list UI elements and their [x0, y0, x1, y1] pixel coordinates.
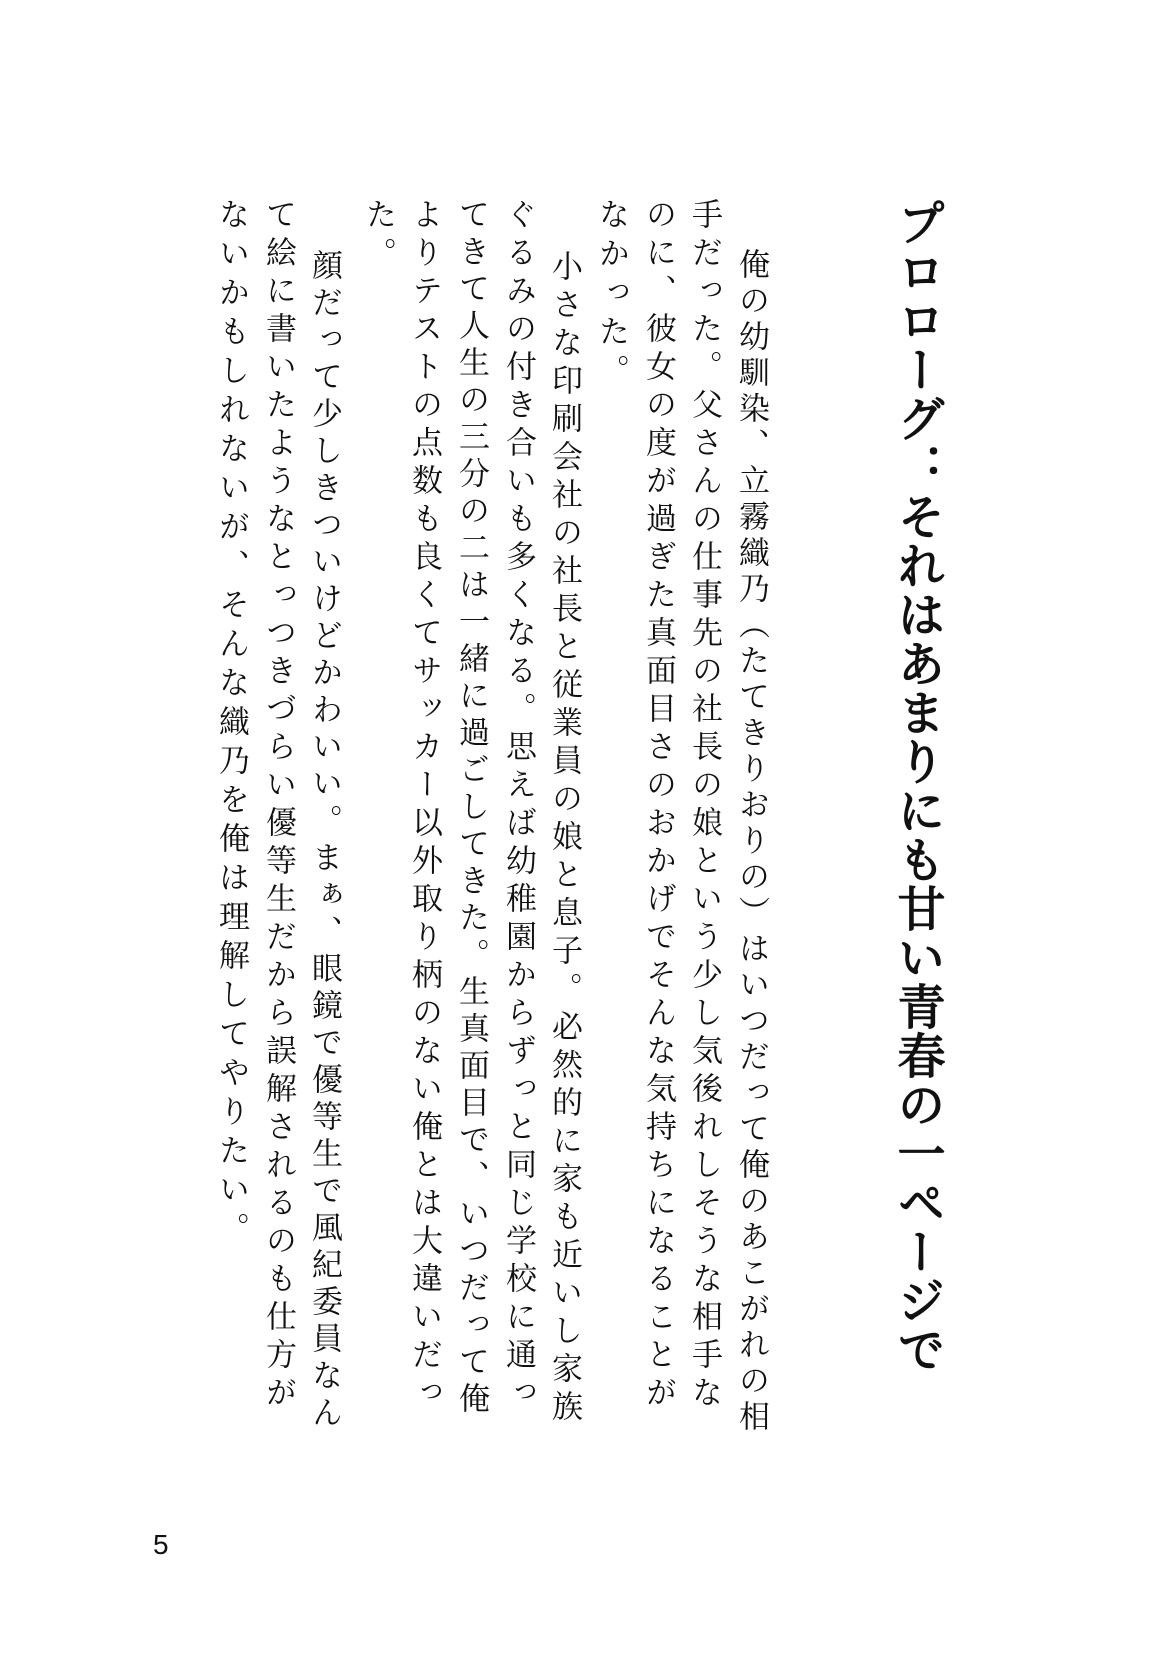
chapter-title: プロローグ：それはあまりにも甘い青春の一ページで	[889, 198, 945, 1374]
body-line: なかった。	[593, 198, 629, 393]
body-line: ないかもしれないが、そんな織乃を俺は理解してやりたい。	[213, 198, 249, 1251]
body-line: よりテストの点数も良くてサッカー以外取り柄のない俺とは大違いだっ	[406, 198, 442, 1414]
body-line: 顔だって少しきついけどかわいい。まぁ、眼鏡で優等生で風紀委員なん	[306, 212, 342, 1433]
body-line: ぐるみの付き合いも多くなる。思えば幼稚園からずっと同じ学校に通っ	[500, 198, 536, 1414]
body-line: て絵に書いたようなとっつきづらい優等生だから誤解されるのも仕方が	[260, 198, 296, 1414]
body-line: 手だった。父さんの仕事先の社長の娘という少し気後れしそうな相手な	[686, 198, 722, 1414]
body-line: のに、彼女の度が過ぎた真面目さのおかげでそんな気持ちになることが	[640, 198, 676, 1414]
body-line: 小さな印刷会社の社長と従業員の娘と息子。必然的に家も近いし家族	[546, 212, 582, 1428]
page-number: 5	[153, 1529, 169, 1560]
body-line: た。	[360, 198, 396, 276]
body-line: 俺の幼馴染、立霧織乃（たてきりおりの）はいつだって俺のあこがれの相	[733, 212, 769, 1436]
body-line: てきて人生の三分の二は一緒に過ごしてきた。生真面目で、いつだって俺	[453, 198, 489, 1419]
